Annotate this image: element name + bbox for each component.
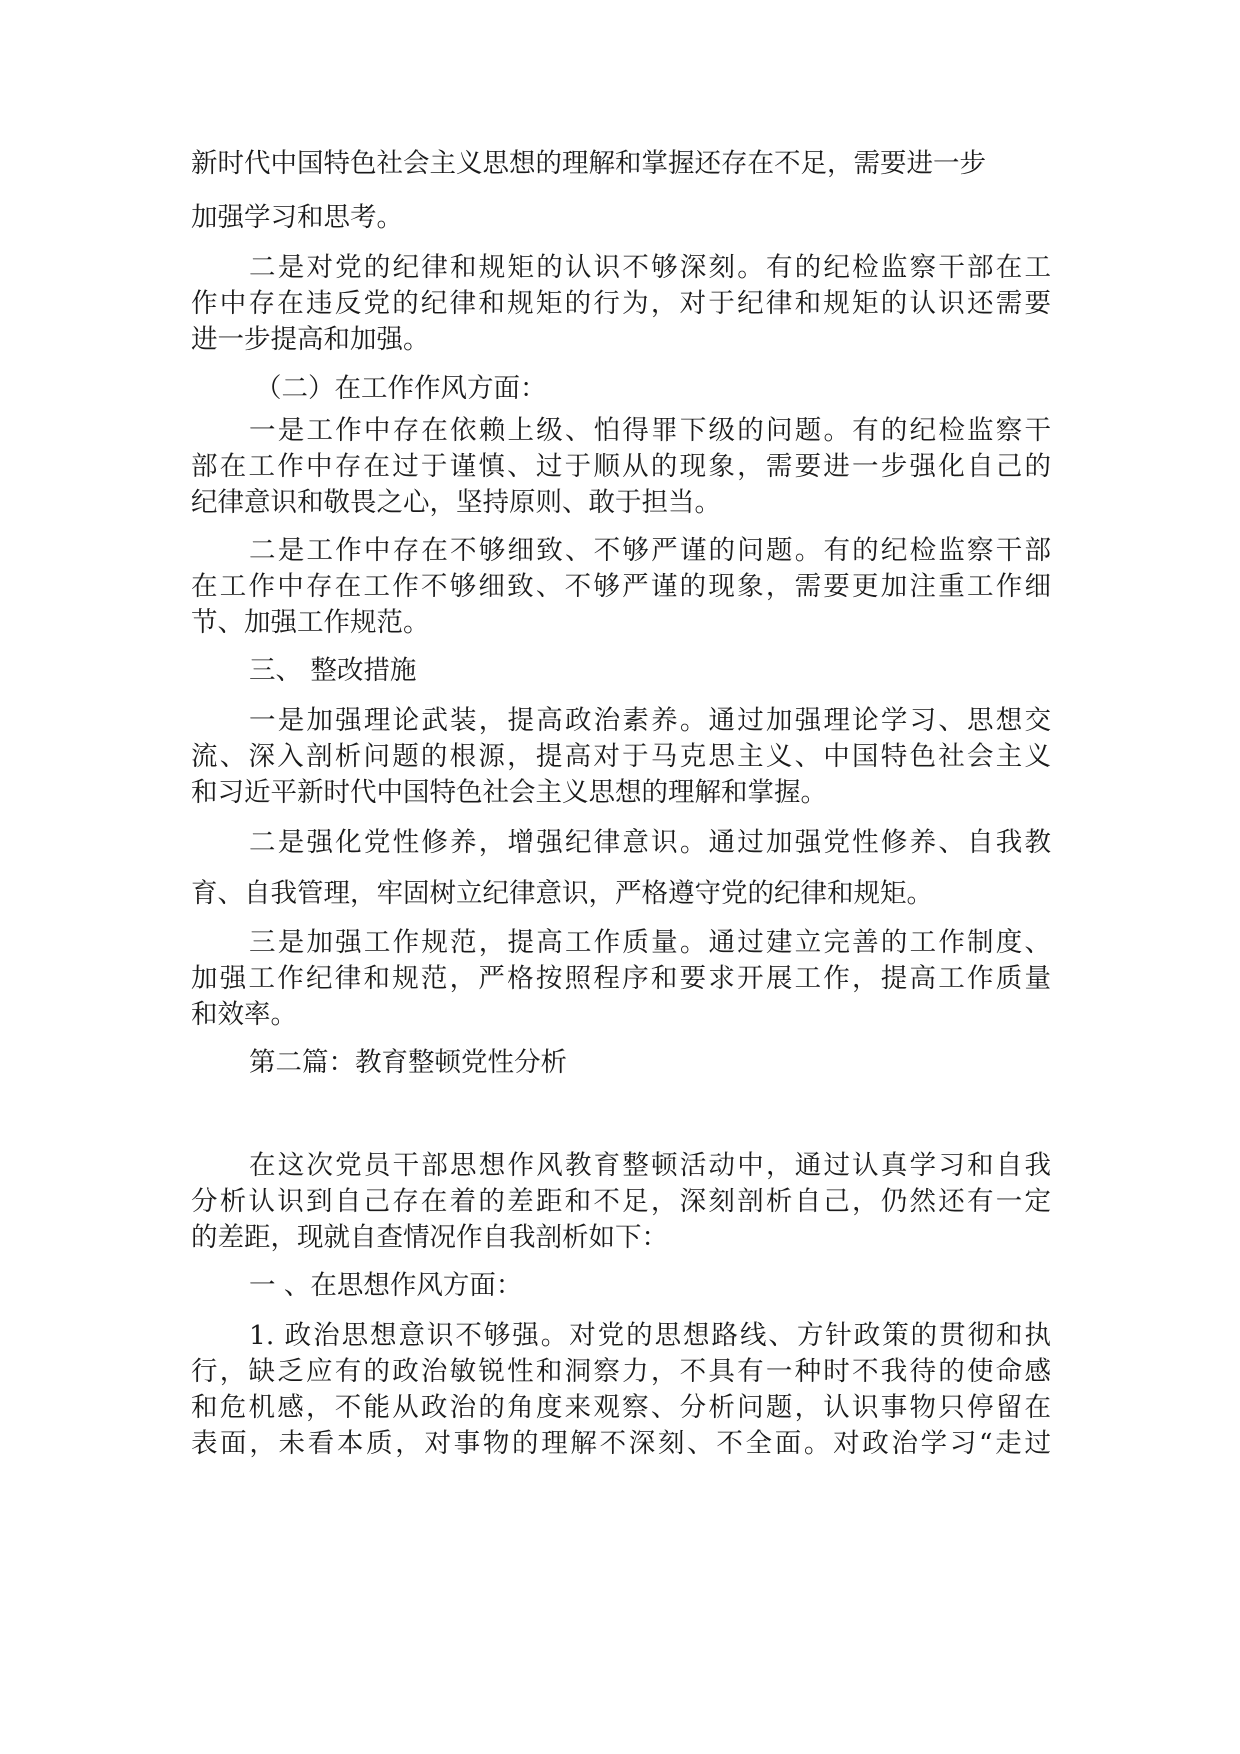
text-line: 流、深入剖析问题的根源，提高对于马克思主义、中国特色社会主义: [191, 741, 1051, 772]
text-line: 节、加强工作规范。: [191, 607, 430, 638]
text-line: 加强学习和思考。: [191, 202, 403, 233]
text-line: 在工作中存在工作不够细致、不够严谨的现象，需要更加注重工作细: [191, 571, 1051, 602]
text-line: 加强工作纪律和规范，严格按照程序和要求开展工作，提高工作质量: [191, 963, 1051, 994]
section-heading: 一 、在思想作风方面：: [249, 1270, 523, 1301]
text-line: 作中存在违反党的纪律和规矩的行为，对于纪律和规矩的认识还需要: [191, 288, 1051, 319]
text-line: 一是加强理论武装，提高政治素养。通过加强理论学习、思想交: [249, 705, 1051, 736]
article-title: 第二篇：教育整顿党性分析: [249, 1047, 567, 1078]
text-line: 在这次党员干部思想作风教育整顿活动中，通过认真学习和自我: [249, 1150, 1051, 1181]
section-heading: （二）在工作作风方面：: [255, 373, 547, 404]
text-line: 分析认识到自己存在着的差距和不足，深刻剖析自己，仍然还有一定: [191, 1186, 1051, 1217]
text-line: 的差距，现就自查情况作自我剖析如下：: [191, 1222, 668, 1253]
text-line: 进一步提高和加强。: [191, 324, 430, 355]
text-line: 和效率。: [191, 999, 297, 1030]
text-line: 和习近平新时代中国特色社会主义思想的理解和掌握。: [191, 777, 827, 808]
text-line: 行，缺乏应有的政治敏锐性和洞察力，不具有一种时不我待的使命感: [191, 1356, 1051, 1387]
text-line: 新时代中国特色社会主义思想的理解和掌握还存在不足，需要进一步: [191, 148, 986, 179]
text-line: 表面，未看本质，对事物的理解不深刻、不全面。对政治学习“走过: [191, 1428, 1051, 1459]
text-line: 部在工作中存在过于谨慎、过于顺从的现象，需要进一步强化自己的: [191, 451, 1051, 482]
text-line: 一是工作中存在依赖上级、怕得罪下级的问题。有的纪检监察干: [249, 415, 1051, 446]
text-line: 三是加强工作规范，提高工作质量。通过建立完善的工作制度、: [249, 927, 1051, 958]
text-line: 二是工作中存在不够细致、不够严谨的问题。有的纪检监察干部: [249, 535, 1051, 566]
text-line: 二是对党的纪律和规矩的认识不够深刻。有的纪检监察干部在工: [249, 252, 1051, 283]
text-line: 1. 政治思想意识不够强。对党的思想路线、方针政策的贯彻和执: [249, 1320, 1051, 1351]
text-line: 二是强化党性修养，增强纪律意识。通过加强党性修养、自我教: [249, 827, 1051, 858]
section-heading: 三、 整改措施: [249, 655, 417, 686]
text-line: 育、自我管理，牢固树立纪律意识，严格遵守党的纪律和规矩。: [191, 878, 933, 909]
text-line: 纪律意识和敬畏之心，坚持原则、敢于担当。: [191, 487, 721, 518]
text-line: 和危机感，不能从政治的角度来观察、分析问题，认识事物只停留在: [191, 1392, 1051, 1423]
